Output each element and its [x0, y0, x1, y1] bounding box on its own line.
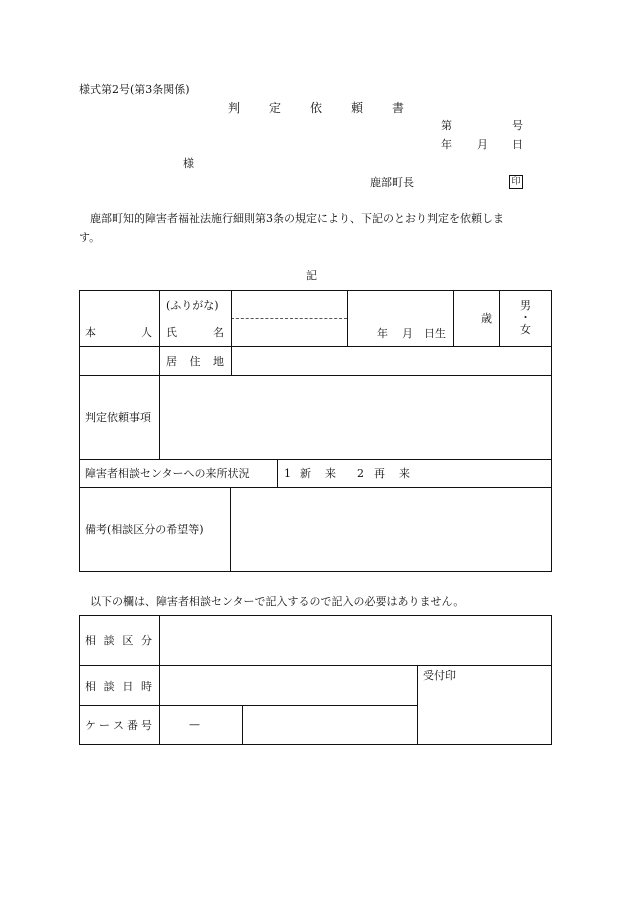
remarks-label: 備考(相談区分の希望等)	[85, 523, 204, 536]
address-label-char: 地	[213, 355, 224, 368]
receipt-stamp-label: 受付印	[423, 669, 456, 682]
datetime-field[interactable]	[160, 666, 416, 704]
datetime-label-char: 相	[85, 680, 96, 693]
form-number: 様式第2号(第3条関係)	[79, 83, 190, 96]
seal-mark: 印	[511, 176, 521, 187]
person-label	[85, 325, 152, 339]
category-label-char: 談	[103, 634, 115, 647]
age-label: 歳	[481, 312, 492, 325]
visit-option2-char: 再	[374, 467, 385, 480]
visit-option1-char: 来	[325, 467, 336, 480]
furigana-field[interactable]	[232, 292, 346, 317]
category-label	[85, 633, 152, 647]
gender-choice[interactable]	[500, 296, 551, 340]
sender-name: 鹿部町長	[370, 176, 414, 189]
ki-heading: 記	[306, 269, 317, 282]
col-divider	[453, 290, 454, 346]
col-divider	[277, 459, 278, 487]
furigana-label: (ふりがな)	[166, 299, 219, 312]
row-divider	[79, 459, 552, 460]
address-label	[166, 354, 224, 368]
request-items-label: 判定依頼事項	[85, 411, 151, 424]
datetime-label	[85, 679, 152, 693]
person-label-char: 人	[141, 326, 152, 339]
date-month: 月	[477, 138, 488, 151]
case-label-char: ス	[113, 719, 124, 732]
birth-month-label: 月	[402, 327, 413, 340]
datetime-label-char: 時	[140, 680, 152, 693]
visit-status-label: 障害者相談センターへの来所状況	[85, 467, 250, 480]
request-items-field[interactable]	[160, 376, 551, 458]
date-year: 年	[441, 138, 452, 151]
case-number-field[interactable]	[243, 706, 416, 744]
name-label	[166, 325, 224, 339]
address-label-char: 居	[166, 355, 177, 368]
body-text-line2: す。	[79, 231, 101, 244]
notice-text: 以下の欄は、障害者相談センターで記入するので記入の必要はありません。	[90, 595, 465, 608]
category-field[interactable]	[160, 616, 551, 664]
number-label-left: 第	[441, 119, 452, 132]
number-label-right: 号	[512, 119, 523, 132]
title-char: 定	[268, 101, 281, 115]
case-number-dash: —	[189, 718, 200, 731]
case-label-char: ケ	[85, 719, 96, 732]
case-number-label	[85, 718, 152, 732]
remarks-field[interactable]	[231, 488, 551, 571]
title-char: 書	[391, 101, 404, 115]
title-char: 依	[309, 101, 322, 115]
visit-option2-char: 来	[399, 467, 410, 480]
birth-day-label: 日生	[424, 327, 446, 340]
address-field[interactable]	[232, 347, 551, 374]
visit-option2[interactable]	[374, 468, 410, 479]
name-label-char: 氏	[166, 326, 177, 339]
receipt-stamp-area[interactable]	[418, 684, 551, 744]
category-label-char: 分	[140, 634, 152, 647]
gender-male[interactable]: 男	[520, 299, 531, 312]
body-text-line1: 鹿部町知的障害者福祉法施行細則第3条の規定により、下記のとおり判定を依頼しま	[90, 212, 504, 225]
col-divider	[159, 290, 160, 375]
gender-separator: ・	[520, 311, 531, 324]
datetime-label-char: 談	[103, 680, 115, 693]
name-label-char: 名	[213, 326, 224, 339]
gender-female[interactable]: 女	[520, 323, 531, 336]
title-char: 判	[228, 101, 241, 115]
seal-box	[509, 175, 523, 189]
birth-year-label: 年	[377, 327, 388, 340]
addressee-suffix: 様	[183, 157, 194, 170]
case-label-char: ー	[99, 719, 110, 732]
visit-option1[interactable]	[300, 468, 336, 479]
date-day: 日	[512, 138, 523, 151]
category-label-char: 相	[85, 634, 96, 647]
case-label-char: 号	[141, 719, 152, 732]
case-label-char: 番	[127, 719, 138, 732]
visit-option1-char: 新	[300, 467, 311, 480]
category-label-char: 区	[122, 634, 134, 647]
person-label-char: 本	[85, 326, 96, 339]
datetime-label-char: 日	[122, 680, 134, 693]
name-field[interactable]	[232, 320, 346, 345]
visit-option2-number: 2	[357, 467, 364, 480]
visit-option1-number: 1	[284, 467, 291, 480]
title-char: 頼	[350, 101, 363, 115]
furigana-divider	[231, 318, 347, 319]
document-title	[228, 102, 404, 114]
address-label-char: 住	[189, 355, 201, 368]
